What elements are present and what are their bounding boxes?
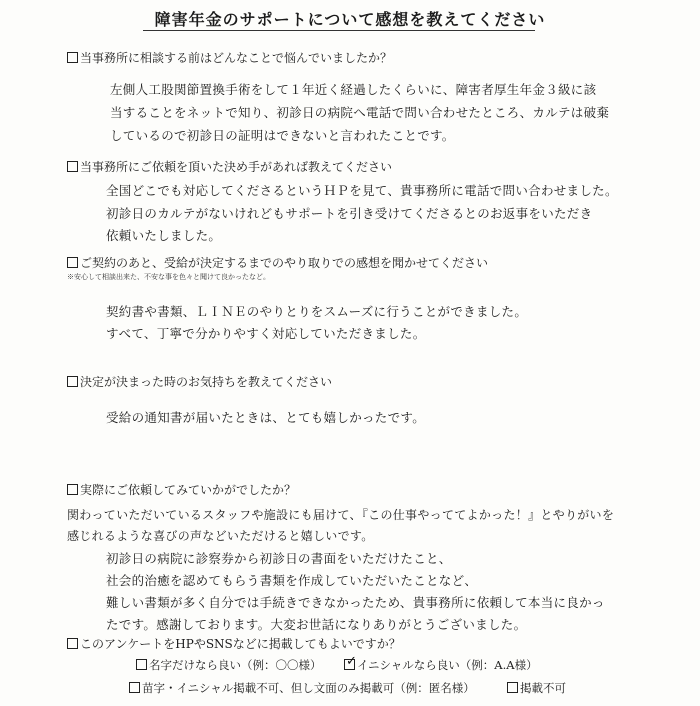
question-4-text: 決定が決まった時のお気持ちを教えてください [80, 375, 333, 389]
checkbox-checked-icon[interactable] [344, 654, 357, 670]
question-3-note: ※安心して相談出来た、不安な事を色々と聞けて良かったなど。 [67, 273, 270, 281]
question-checkbox-icon [67, 161, 78, 172]
publish-option-anonymous-label: 苗字・イニシャル掲載不可、但し文面のみ掲載可（例：匿名様） [142, 681, 475, 695]
checkbox-icon[interactable] [507, 682, 518, 693]
checkbox-icon[interactable] [136, 659, 147, 670]
publish-option-none-label: 掲載不可 [520, 681, 566, 695]
question-checkbox-icon [67, 52, 78, 63]
question-5-text: 実際にご依頼してみていかがでしたか？ [80, 483, 297, 497]
publish-option-initials[interactable] [344, 654, 538, 673]
answer-3-line-2: すべて、丁寧で分かりやすく対応していただきました。 [106, 326, 426, 341]
question-1 [67, 49, 392, 66]
answer-5-line-2: 社会的治癒を認めてもらう書類を作成していただいたことなど、 [106, 573, 478, 588]
answer-4-line-1: 受給の通知書が届いたときは、とても嬉しかったです。 [106, 410, 426, 425]
answer-2-line-2: 初診日のカルテがないけれどもサポートを引き受けてくださるとのお返事をいただき [106, 206, 593, 221]
question-3 [67, 254, 488, 271]
publish-option-anonymous[interactable] [129, 680, 475, 696]
question-4 [67, 373, 332, 390]
publish-option-surname-label: 名字だけなら良い（例：〇〇様） [149, 658, 322, 672]
publish-question [67, 635, 401, 652]
question-checkbox-icon [67, 257, 78, 268]
question-checkbox-icon [67, 638, 78, 649]
answer-1-line-3: しているので初診日の証明はできないと言われたことです。 [110, 128, 455, 143]
checkmark-icon: ✓ [346, 654, 357, 669]
publish-option-initials-label: イニシャルなら良い（例：A.A様） [357, 658, 538, 672]
answer-5-line-4: たです。感謝しております。大変お世話になりありがとうございました。 [106, 617, 527, 632]
answer-5-line-1: 初診日の病院に診察券から初診日の書面をいただけたこと、 [106, 551, 452, 566]
intro-5-line-2: 感じれるような喜びの声などいただけると嬉しいです。 [67, 529, 374, 543]
answer-1-line-2: 当することをネットで知り、初診日の病院へ電話で問い合わせたところ、カルテは破棄 [110, 105, 610, 120]
answer-2-line-3: 依頼いたしました。 [106, 228, 222, 243]
answer-3-line-1: 契約書や書類、ＬＩＮＥのやりとりをスムーズに行うことができました。 [106, 304, 528, 319]
intro-5-line-1: 関わっていただいているスタッフや施設にも届けて、『この仕事やっててよかった！』とやりがいを [67, 508, 615, 522]
question-3-text: ご契約のあと、受給が決定するまでのやり取りでの感想を聞かせてください [80, 256, 489, 270]
title-underline [143, 30, 535, 31]
page-title: 障害年金のサポートについて感想を教えてください [154, 10, 546, 29]
publish-option-none[interactable] [507, 680, 566, 696]
question-2 [67, 158, 392, 175]
answer-2-line-1: 全国どこでも対応してくださるというＨＰを見て、貴事務所に電話で問い合わせました。 [106, 183, 618, 198]
question-checkbox-icon [67, 376, 78, 387]
question-1-text: 当事務所に相談する前はどんなことで悩んでいましたか？ [80, 51, 393, 65]
question-2-text: 当事務所にご依頼を頂いた決め手があれば教えてください [80, 160, 393, 174]
question-5 [67, 481, 296, 498]
question-checkbox-icon [67, 484, 78, 495]
publish-option-surname[interactable] [136, 657, 322, 673]
checkbox-icon[interactable] [129, 682, 140, 693]
answer-5-line-3: 難しい書類が多く自分では手続きできなかったため、貴事務所に依頼して本当に良かっ [106, 595, 605, 610]
publish-question-text: このアンケートをHPやSNSなどに掲載してもよいですか？ [80, 637, 401, 651]
answer-1-line-1: 左側人工股関節置換手術をして１年近く経過したくらいに、障害者厚生年金３級に該 [110, 82, 597, 97]
